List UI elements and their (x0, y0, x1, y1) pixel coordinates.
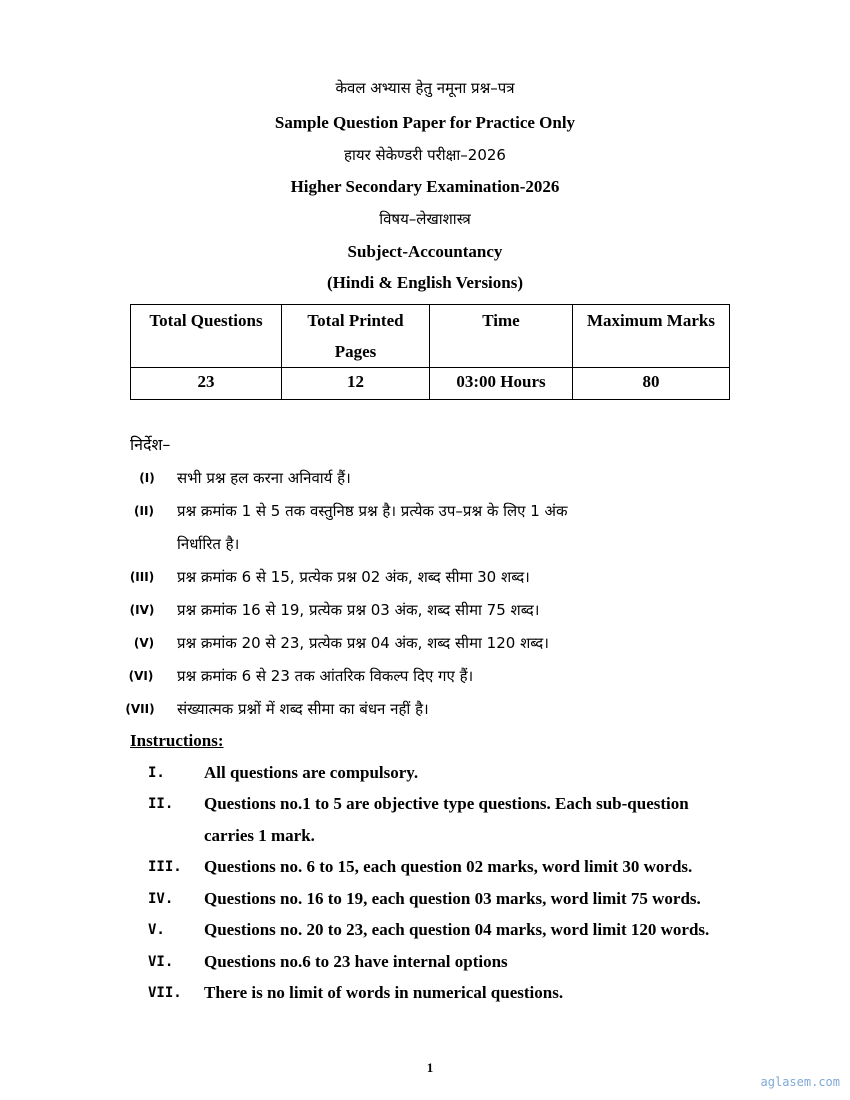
value-time: 03:00 Hours (430, 368, 573, 400)
item-number: VII. (148, 985, 182, 1001)
item-text: प्रश्न क्रमांक 20 से 23, प्रत्येक प्रश्न 04 अंक, शब्द सीमा 120 शब्द। (177, 634, 549, 652)
item-number: VI. (148, 954, 174, 970)
hindi-exam-name: हायर सेकेण्डरी परीक्षा–2026 (344, 146, 506, 164)
value-total-questions: 23 (131, 368, 282, 400)
header-time: Time (430, 305, 573, 368)
header-total-questions: Total Questions (131, 305, 282, 368)
item-text: Questions no. 16 to 19, each question 03 marks, word limit 75 words. (204, 889, 701, 908)
hindi-title: केवल अभ्यास हेतु नमूना प्रश्न–पत्र (335, 79, 515, 97)
item-number: IV. (148, 891, 174, 907)
item-text: प्रश्न क्रमांक 16 से 19, प्रत्येक प्रश्न 03 अंक, शब्द सीमा 75 शब्द। (177, 601, 540, 619)
header-maximum-marks: Maximum Marks (573, 305, 730, 368)
item-text: All questions are compulsory. (204, 763, 419, 782)
item-number: (III) (129, 570, 155, 584)
english-title: Sample Question Paper for Practice Only (274, 113, 576, 132)
page-number: 1 (426, 1060, 434, 1075)
watermark: aglasem.com (760, 1075, 840, 1089)
item-text: संख्यात्मक प्रश्नों में शब्द सीमा का बंधन नहीं है। (177, 700, 429, 718)
item-text: प्रश्न क्रमांक 6 से 15, प्रत्येक प्रश्न 02 अंक, शब्द सीमा 30 शब्द। (177, 568, 530, 586)
item-text: प्रश्न क्रमांक 6 से 23 तक आंतरिक विकल्प दिए गए हैं। (177, 667, 474, 685)
item-text: carries 1 mark. (204, 826, 315, 845)
hindi-instructions-label: निर्देश– (130, 435, 171, 454)
item-number: III. (148, 859, 182, 875)
value-total-pages: 12 (282, 368, 430, 400)
table-row (131, 368, 730, 400)
item-number: (VII) (125, 702, 155, 716)
item-number: (I) (139, 471, 155, 485)
item-number: (VI) (128, 669, 154, 683)
item-text: Questions no.1 to 5 are objective type questions. Each sub-question (204, 794, 689, 813)
item-text: Questions no. 6 to 15, each question 02 marks, word limit 30 words. (204, 857, 693, 876)
item-number: (IV) (129, 603, 155, 617)
item-text: प्रश्न क्रमांक 1 से 5 तक वस्तुनिष्ठ प्रश्न है। प्रत्येक उप–प्रश्न के लिए 1 अंक (177, 502, 568, 520)
value-maximum-marks: 80 (573, 368, 730, 400)
item-number: I. (148, 765, 165, 781)
english-subject: Subject-Accountancy (347, 242, 503, 261)
item-number: (II) (134, 504, 154, 518)
english-instructions-label: Instructions: (130, 731, 224, 750)
item-text: सभी प्रश्न हल करना अनिवार्य हैं। (177, 469, 351, 487)
exam-info-table (130, 304, 730, 400)
table-header-row (131, 305, 730, 368)
header-total-pages: Total Printed Pages (282, 305, 430, 368)
english-exam-name: Higher Secondary Examination-2026 (290, 177, 560, 196)
item-text: There is no limit of words in numerical questions. (204, 983, 564, 1002)
item-text: Questions no. 20 to 23, each question 04 marks, word limit 120 words. (204, 920, 710, 939)
item-number: II. (148, 796, 174, 812)
hindi-subject: विषय–लेखाशास्त्र (379, 210, 471, 228)
versions-note: (Hindi & English Versions) (326, 273, 524, 292)
item-text: निर्धारित है। (177, 535, 240, 553)
item-number: (V) (133, 636, 155, 650)
item-text: Questions no.6 to 23 have internal options (204, 952, 508, 971)
item-number: V. (148, 922, 165, 938)
